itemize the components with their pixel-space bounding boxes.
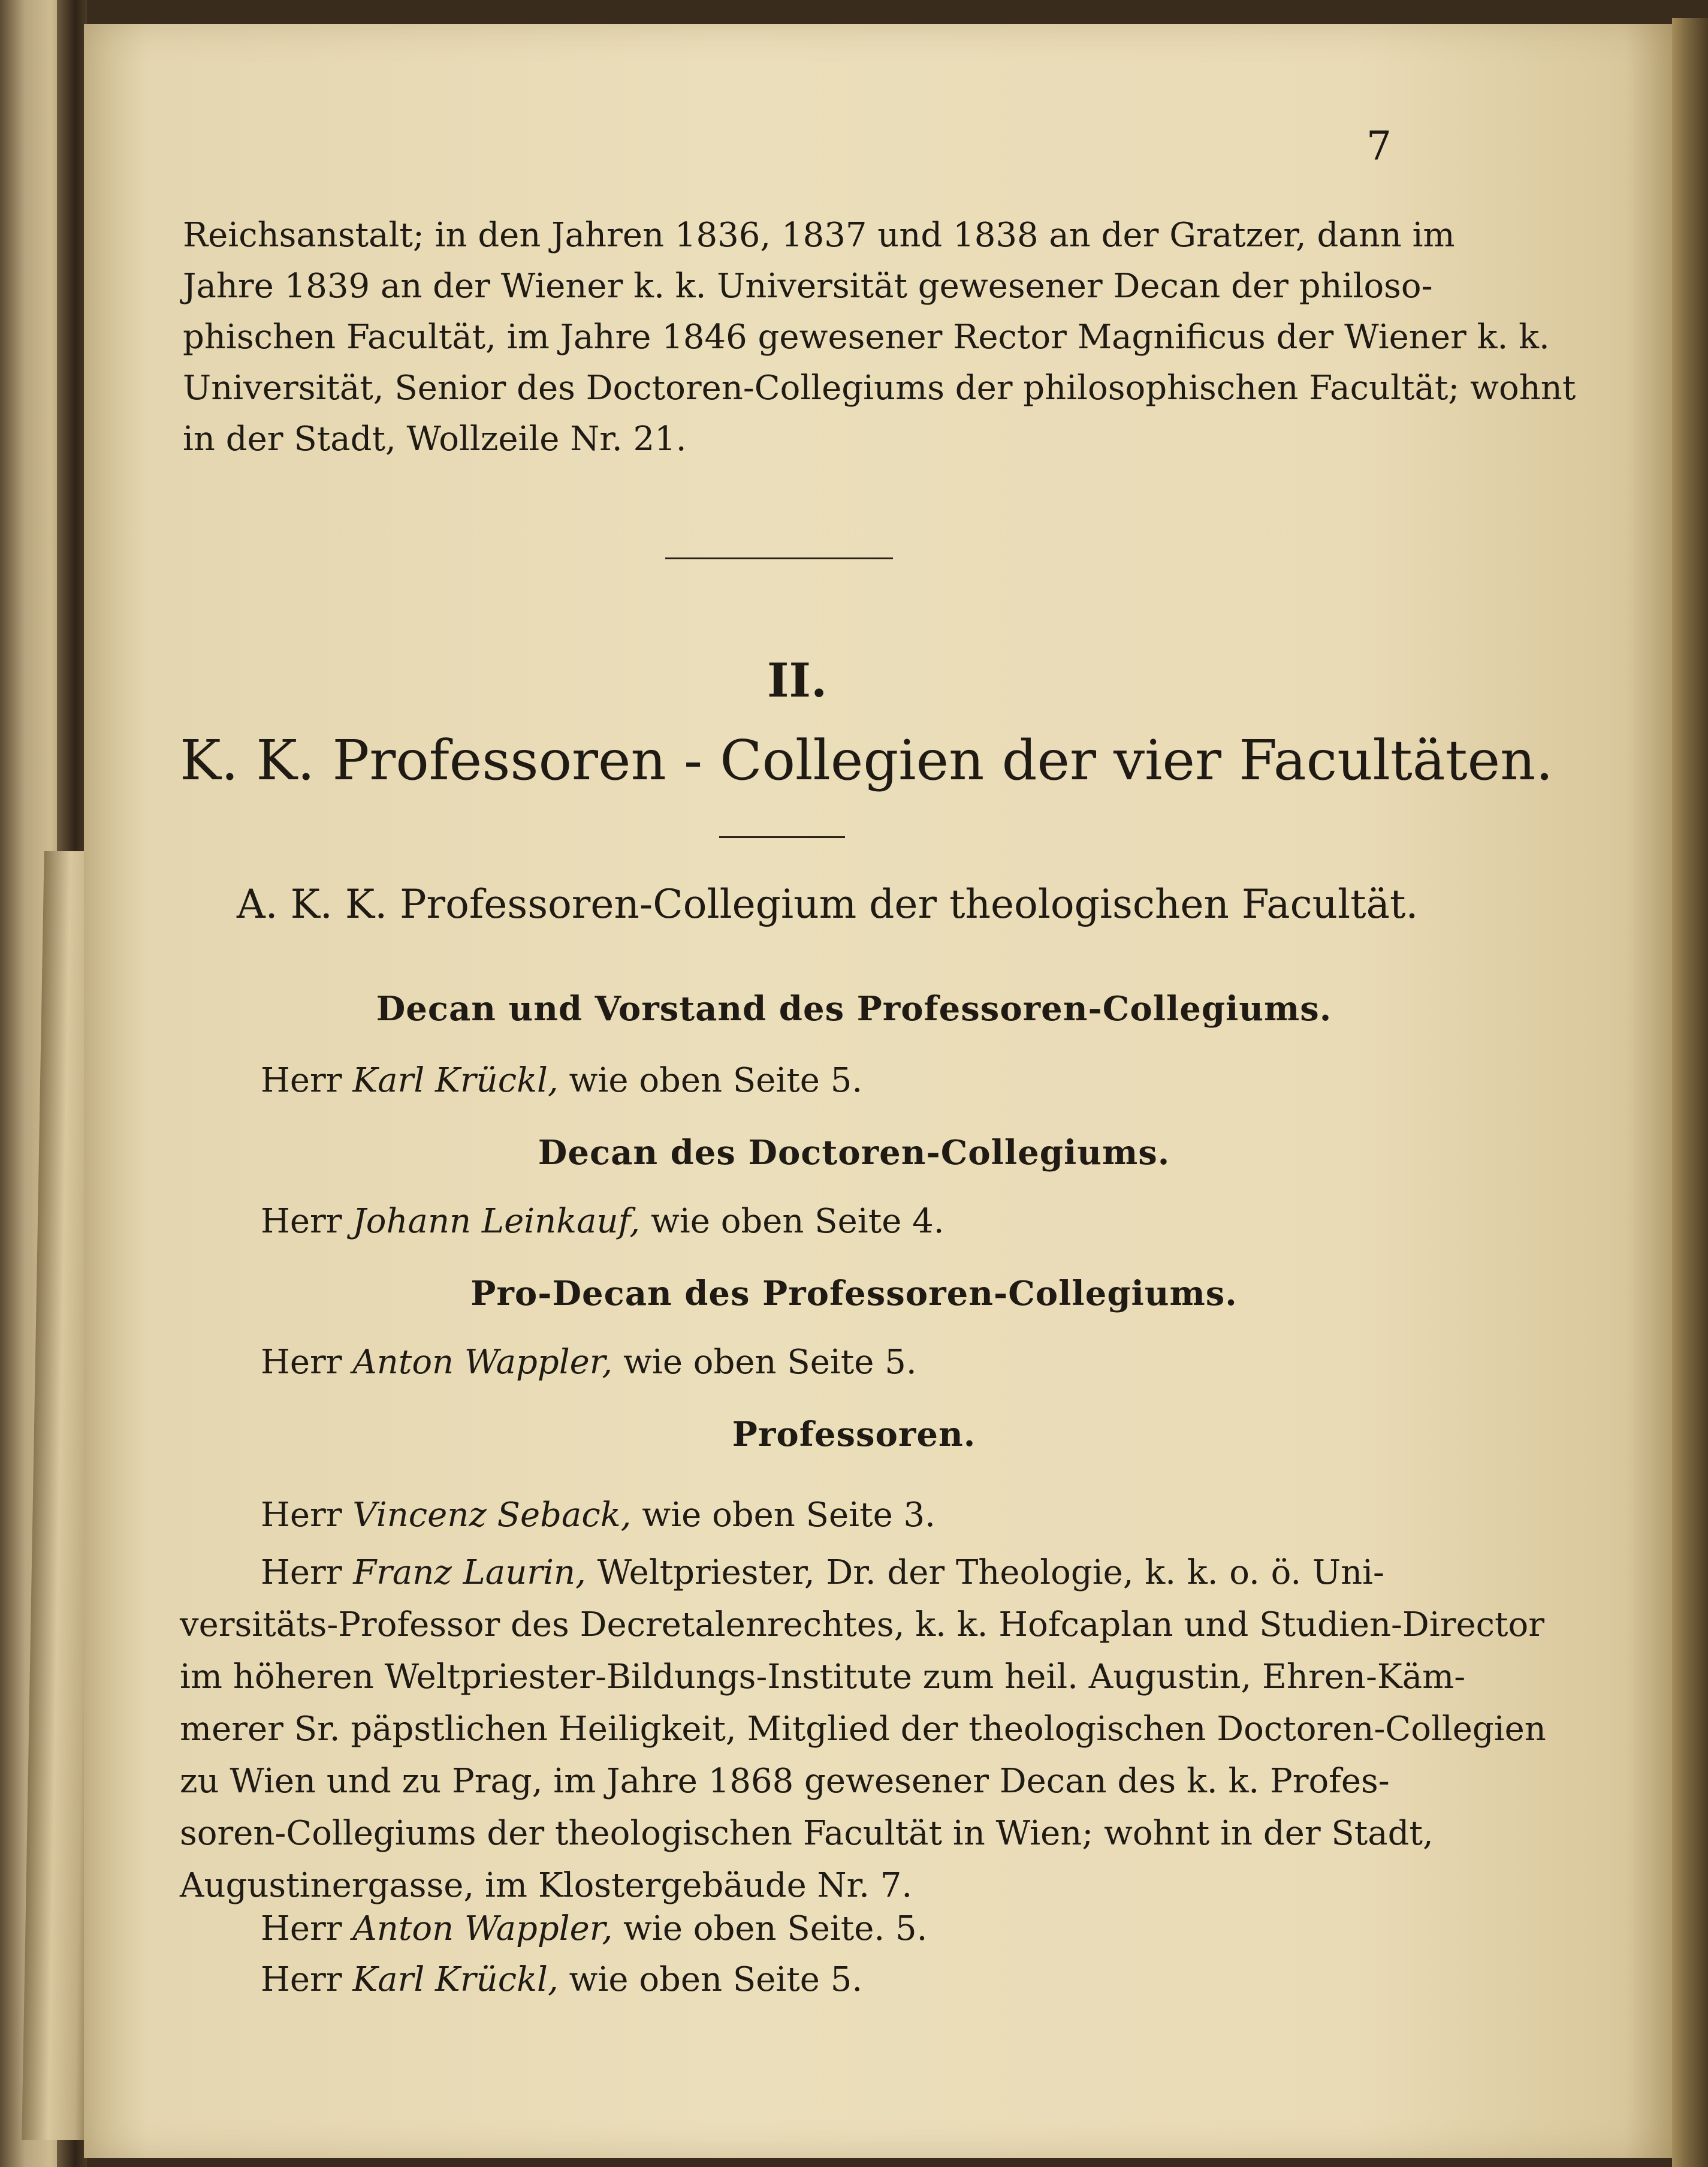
intro-line: phischen Facultät, im Jahre 1846 gewesener Rector Magnificus der Wiener k. k. <box>183 318 1550 357</box>
heading-decan-vorstand: Decan und Vorstand des Professoren-Collegiums. <box>376 989 1332 1029</box>
section-numeral: II. <box>767 653 828 708</box>
entry-name: Karl Krückl, <box>352 1061 559 1100</box>
heading-prodecan: Pro-Decan des Professoren-Collegiums. <box>470 1274 1238 1313</box>
laurin-line: Herr Franz Laurin, Weltpriester, Dr. der Theologie, k. k. o. ö. Uni- <box>261 1553 1384 1592</box>
entry-name: Anton Wappler, <box>352 1343 613 1382</box>
laurin-line: im höheren Weltpriester-Bildungs-Institute zum heil. Augustin, Ehren-Käm- <box>180 1657 1466 1696</box>
laurin-paragraph <box>180 1547 1546 1912</box>
intro-line: in der Stadt, Wollzeile Nr. 21. <box>183 420 687 459</box>
intro-line: Jahre 1839 an der Wiener k. k. Universität gewesener Decan der philoso- <box>183 267 1433 306</box>
laurin-line: zu Wien und zu Prag, im Jahre 1868 gewesener Decan des k. k. Profes- <box>180 1762 1390 1801</box>
entry-suffix: wie oben Seite 5. <box>569 1960 863 1999</box>
section-divider <box>665 557 893 559</box>
entry-suffix: wie oben Seite. 5. <box>623 1909 928 1948</box>
page-number: 7 <box>1366 123 1392 169</box>
heading-professoren: Professoren. <box>732 1415 976 1454</box>
section-title: K. K. Professoren - Collegien der vier Facultäten. <box>180 728 1553 792</box>
entry-seback <box>261 1496 936 1535</box>
entry-decan-vorstand <box>261 1061 862 1100</box>
entry-name: Anton Wappler, <box>352 1909 613 1948</box>
intro-line: Reichsanstalt; in den Jahren 1836, 1837 und 1838 an der Gratzer, dann im <box>183 216 1455 255</box>
intro-paragraph <box>183 210 1576 465</box>
entry-name: Johann Leinkauf, <box>352 1202 641 1241</box>
heading-decan-doctoren: Decan des Doctoren-Collegiums. <box>538 1133 1170 1173</box>
entry-kruckl <box>261 1960 862 1999</box>
entry-suffix: wie oben Seite 3. <box>642 1496 936 1535</box>
entry-prefix: Herr <box>261 1496 342 1535</box>
intro-line: Universität, Senior des Doctoren-Collegiums der philosophischen Facultät; wohnt <box>183 369 1576 408</box>
entry-name: Vincenz Seback, <box>352 1496 632 1535</box>
entry-suffix: wie oben Seite 4. <box>650 1202 944 1241</box>
entry-prefix: Herr <box>261 1960 342 1999</box>
laurin-line: versitäts-Professor des Decretalenrechtes, k. k. Hofcaplan und Studien-Director <box>180 1605 1544 1644</box>
title-divider <box>719 836 845 838</box>
entry-prefix: Herr <box>261 1061 342 1100</box>
entry-suffix: wie oben Seite 5. <box>569 1061 863 1100</box>
subsection-title: A. K. K. Professoren-Collegium der theologischen Facultät. <box>237 881 1419 927</box>
entry-prefix: Herr <box>261 1343 342 1382</box>
laurin-name: Franz Laurin, <box>353 1553 586 1592</box>
entry-wappler <box>261 1909 927 1948</box>
laurin-line: Augustinergasse, im Klostergebäude Nr. 7. <box>180 1866 913 1905</box>
entry-suffix: wie oben Seite 5. <box>623 1343 917 1382</box>
entry-prefix: Herr <box>261 1909 342 1948</box>
entry-decan-doctoren <box>261 1202 944 1241</box>
page-stack-edge <box>1672 18 1708 2167</box>
laurin-line: merer Sr. päpstlichen Heiligkeit, Mitglied der theologischen Doctoren-Collegien <box>180 1710 1546 1749</box>
entry-prodecan <box>261 1343 917 1382</box>
laurin-line: soren-Collegiums der theologischen Facultät in Wien; wohnt in der Stadt, <box>180 1814 1434 1853</box>
entry-name: Karl Krückl, <box>352 1960 559 1999</box>
entry-prefix: Herr <box>261 1202 342 1241</box>
